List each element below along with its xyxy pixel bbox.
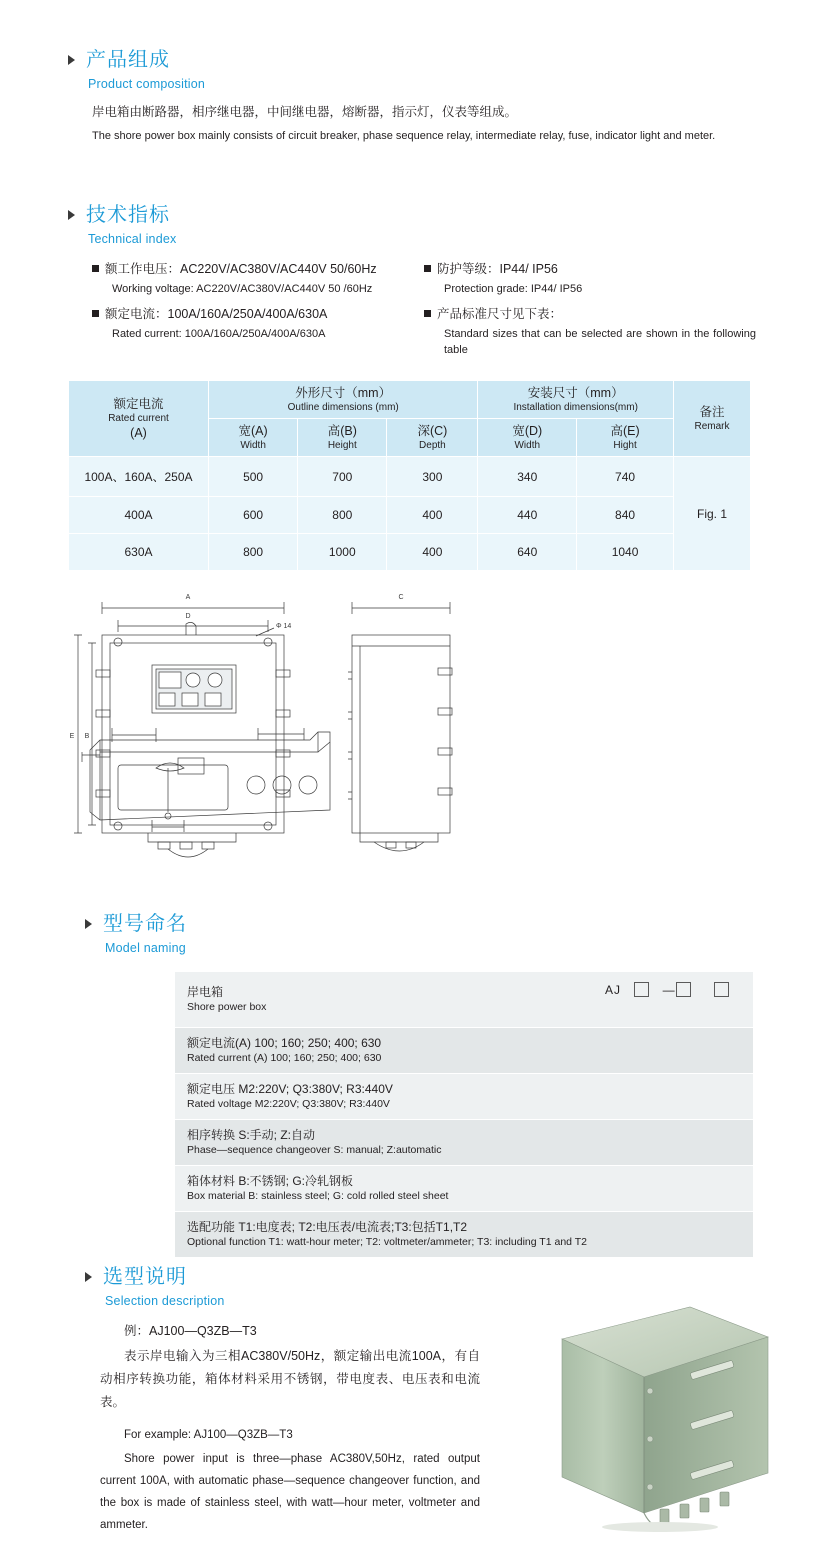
model-code-box-2 [676,982,691,997]
th-depth-c-en: Depth [419,440,446,451]
square-bullet-icon [424,310,431,317]
model-row-3-en: Phase—sequence changeover S: manual; Z:automatic [187,1144,442,1156]
label-C: C [398,594,404,601]
model-naming-table [175,972,753,1258]
model-row-0-en: Shore power box [187,1001,267,1013]
th-depth-c [387,419,478,457]
cell-current: 100A、160A、250A [69,457,209,497]
drawing-front-view [70,594,292,857]
model-row-4-cn: 箱体材料 B:不锈钢; G:冷轧钢板 [187,1174,354,1188]
th-height-e [577,419,674,457]
selection-desc-cn: 表示岸电输入为三相AC380V/50Hz，额定输出电流100A，有自动相序转换功能，箱体材料采用不锈钢，带电度表、电压表和电流表。 [100,1349,480,1409]
th-width-a [209,419,298,457]
section3-title-cn: 型号命名 [103,913,187,935]
th-width-d-en: Width [514,440,541,451]
th-width-a-cn: 宽(A) [238,424,268,438]
model-row-optional-function [175,1212,753,1258]
th-width-a-en: Width [240,440,266,451]
section4-title-cn: 选型说明 [103,1266,187,1288]
selection-example-en: For example: AJ100—Q3ZB—T3 [124,1429,293,1441]
cell-width-a: 500 [209,457,298,497]
triangle-bullet-icon [68,210,75,220]
cell-current: 630A [69,534,209,571]
product-photo [540,1295,790,1535]
model-row-rated-voltage [175,1074,753,1120]
th-outline-cn: 外形尺寸（mm） [295,386,392,400]
square-bullet-icon [424,265,431,272]
th-height-b-en: Height [327,440,357,451]
cell-width-d: 440 [478,497,577,534]
cell-height-b: 1000 [298,534,387,571]
tech-item-protection-grade [424,260,764,278]
section4-title-en: Selection description [105,1294,225,1308]
triangle-bullet-icon [85,919,92,929]
cell-width-a: 600 [209,497,298,534]
label-A: A [185,594,191,601]
model-code-dash: — [662,982,676,997]
model-row-3-cn: 相序转换 S:手动; Z:自动 [187,1128,316,1142]
selection-desc-en: Shore power input is three—phase AC380V,50Hz, rated output current 100A, with automatic phase—sequence changeover function, and the box is made of stainless steel, with watt—hour meter, voltmeter and ammeter. [100,1453,480,1531]
cell-height-b: 700 [298,457,387,497]
tech-item-protection-grade-cn: 防护等级：IP44/ IP56 [437,262,558,276]
th-remark-en: Remark [694,421,730,432]
tech-item-rated-current-cn: 额定电流：100A/160A/250A/400A/630A [105,307,328,321]
th-rated-current-en: Rated current [108,413,169,424]
tech-item-rated-current [92,305,452,323]
section3-title-en: Model naming [105,941,186,955]
cell-height-e: 1040 [577,534,674,571]
cell-height-e: 840 [577,497,674,534]
cell-current: 400A [69,497,209,534]
model-row-box-material [175,1166,753,1212]
model-row-5-en: Optional function T1: watt-hour meter; T2: voltmeter/ammeter; T3: including T1 and T2 [187,1236,587,1248]
square-bullet-icon [92,265,99,272]
section1-paragraph-cn: 岸电箱由断路器，相序继电器，中间继电器，熔断器，指示灯，仪表等组成。 [92,105,518,119]
th-width-d-cn: 宽(D) [512,424,543,438]
model-row-2-cn: 额定电压 M2:220V; Q3:380V; R3:440V [187,1082,393,1096]
th-remark-cn: 备注 [699,405,725,419]
table-row [69,534,751,571]
th-rated-current-cn: 额定电流 [113,397,164,411]
label-D: D [185,613,191,620]
tech-item-standard-sizes-cn: 产品标准尺寸见下表： [437,307,563,321]
model-row-4-en: Box material B: stainless steel; G: cold rolled steel sheet [187,1190,449,1202]
model-row-2-en: Rated voltage M2:220V; Q3:380V; R3:440V [187,1098,390,1110]
label-E: E [69,733,75,740]
model-code-box-1 [634,982,649,997]
table-header-row-1 [69,381,751,419]
cell-depth-c: 400 [387,534,478,571]
model-code-row [605,982,739,997]
model-row-1-cn: 额定电流(A) 100; 160; 250; 400; 630 [187,1036,382,1050]
th-height-e-cn: 高(E) [610,424,640,438]
model-row-rated-current [175,1028,753,1074]
selection-example-cn: 例：AJ100—Q3ZB—T3 [124,1324,257,1338]
th-rated-current [69,381,209,457]
cell-depth-c: 300 [387,457,478,497]
tech-item-protection-grade-en: Protection grade: IP44/ IP56 [444,283,583,295]
th-outline-en: Outline dimensions (mm) [287,402,399,413]
th-depth-c-cn: 深(C) [417,424,448,438]
cell-height-e: 740 [577,457,674,497]
th-install-en: Installation dimensions(mm) [513,402,638,413]
cell-remark: Fig. 1 [674,457,751,571]
section-product-composition-heading [68,48,205,91]
section1-title-cn: 产品组成 [86,49,170,71]
section1-paragraph-en: The shore power box mainly consists of circuit breaker, phase sequence relay, intermediate relay, fuse, indicator light and meter. [92,130,716,142]
th-width-d [478,419,577,457]
cell-height-b: 800 [298,497,387,534]
section-model-naming-heading [85,912,187,955]
drawing-side-view [348,594,452,851]
label-B: B [84,733,90,740]
tech-item-standard-sizes [424,305,764,323]
tech-item-working-voltage [92,260,452,278]
th-install-dimensions [478,381,674,419]
section-selection-description-heading [85,1265,225,1308]
tech-item-rated-current-en: Rated current: 100A/160A/250A/400A/630A [112,328,326,340]
table-row [69,457,751,497]
triangle-bullet-icon [68,55,75,65]
section2-title-en: Technical index [88,232,177,246]
cell-width-d: 640 [478,534,577,571]
model-code-prefix: AJ [604,982,621,997]
cell-depth-c: 400 [387,497,478,534]
model-row-phase-changeover [175,1120,753,1166]
model-code-box-3 [714,982,729,997]
drawing-top-view [82,728,330,832]
section2-title-cn: 技术指标 [86,204,170,226]
th-rated-current-unit: (A) [130,426,147,440]
tech-item-working-voltage-en: Working voltage: AC220V/AC380V/AC440V 50 /60Hz [112,283,373,295]
th-outline-dimensions [209,381,478,419]
model-row-0-cn: 岸电箱 [187,985,224,999]
tech-item-working-voltage-cn: 额工作电压：AC220V/AC380V/AC440V 50/60Hz [105,262,377,276]
th-height-e-en: Hight [613,440,637,451]
th-height-b [298,419,387,457]
square-bullet-icon [92,310,99,317]
selection-description-text [100,1320,480,1538]
specification-table [68,380,751,571]
cell-width-d: 340 [478,457,577,497]
tech-item-standard-sizes-en: Standard sizes that can be selected are shown in the following table [444,328,756,356]
th-remark [674,381,751,457]
triangle-bullet-icon [85,1272,92,1282]
technical-drawing-figure [60,580,770,870]
cell-width-a: 800 [209,534,298,571]
th-height-b-cn: 高(B) [327,424,357,438]
model-row-shore-power-box [175,972,753,1028]
model-row-5-cn: 选配功能 T1:电度表; T2:电压表/电流表;T3:包括T1,T2 [187,1220,468,1234]
label-phi14: Φ 14 [276,623,292,630]
model-row-1-en: Rated current (A) 100; 160; 250; 400; 630 [187,1052,382,1064]
section-technical-index-heading [68,203,176,246]
th-install-cn: 安装尺寸（mm） [527,386,624,400]
section1-title-en: Product composition [88,77,206,91]
table-row [69,497,751,534]
